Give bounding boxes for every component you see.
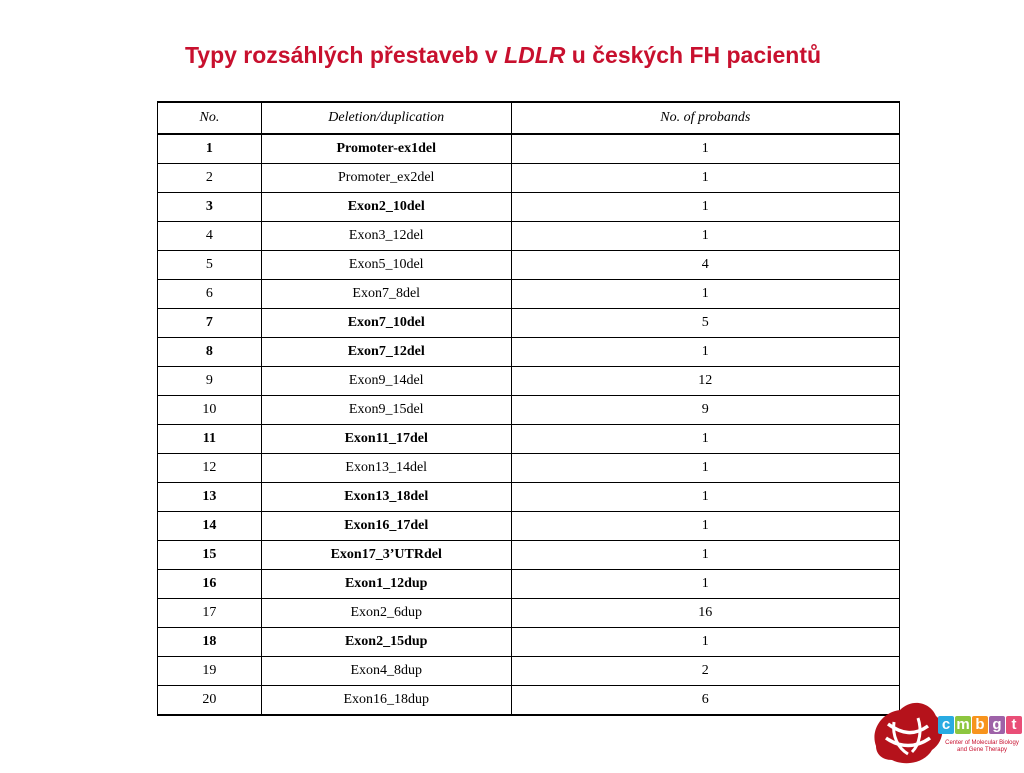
table-row <box>158 483 900 512</box>
logo-letter: b <box>972 716 988 734</box>
row-number: 10 <box>158 396 262 425</box>
table-row <box>158 628 900 657</box>
table-row <box>158 570 900 599</box>
row-number: 15 <box>158 541 262 570</box>
row-proband-count: 4 <box>511 251 899 280</box>
row-proband-count: 1 <box>511 454 899 483</box>
table-row <box>158 686 900 716</box>
header-deletion-duplication: Deletion/duplication <box>261 102 511 134</box>
row-number: 2 <box>158 164 262 193</box>
header-probands: No. of probands <box>511 102 899 134</box>
logo-caption-line1: Center of Molecular Biology <box>945 740 1019 746</box>
row-rearrangement: Exon13_14del <box>261 454 511 483</box>
table-row <box>158 367 900 396</box>
row-number: 13 <box>158 483 262 512</box>
row-proband-count: 1 <box>511 134 899 164</box>
row-rearrangement: Exon2_10del <box>261 193 511 222</box>
row-rearrangement: Exon16_18dup <box>261 686 511 716</box>
row-number: 3 <box>158 193 262 222</box>
row-number: 5 <box>158 251 262 280</box>
table-row <box>158 512 900 541</box>
row-rearrangement: Exon1_12dup <box>261 570 511 599</box>
dna-mark-icon <box>868 690 948 768</box>
row-rearrangement: Promoter_ex2del <box>261 164 511 193</box>
table-row <box>158 454 900 483</box>
logo-letter: c <box>938 716 954 734</box>
table-row <box>158 338 900 367</box>
row-number: 18 <box>158 628 262 657</box>
row-proband-count: 1 <box>511 483 899 512</box>
logo-caption <box>942 740 1022 754</box>
table-row <box>158 280 900 309</box>
row-rearrangement: Exon7_8del <box>261 280 511 309</box>
row-proband-count: 6 <box>511 686 899 716</box>
table-row <box>158 425 900 454</box>
row-proband-count: 1 <box>511 541 899 570</box>
row-number: 4 <box>158 222 262 251</box>
row-rearrangement: Exon16_17del <box>261 512 511 541</box>
row-rearrangement: Exon2_15dup <box>261 628 511 657</box>
row-number: 7 <box>158 309 262 338</box>
row-number: 20 <box>158 686 262 716</box>
row-rearrangement: Exon11_17del <box>261 425 511 454</box>
row-rearrangement: Exon7_10del <box>261 309 511 338</box>
row-number: 16 <box>158 570 262 599</box>
row-proband-count: 1 <box>511 280 899 309</box>
slide-title <box>0 42 1006 69</box>
row-number: 17 <box>158 599 262 628</box>
row-proband-count: 1 <box>511 628 899 657</box>
row-proband-count: 16 <box>511 599 899 628</box>
row-proband-count: 1 <box>511 222 899 251</box>
row-proband-count: 9 <box>511 396 899 425</box>
row-rearrangement: Exon17_3’UTRdel <box>261 541 511 570</box>
row-rearrangement: Exon9_15del <box>261 396 511 425</box>
row-number: 12 <box>158 454 262 483</box>
row-rearrangement: Promoter-ex1del <box>261 134 511 164</box>
title-part2: u českých FH pacientů <box>565 42 822 68</box>
row-number: 1 <box>158 134 262 164</box>
row-rearrangement: Exon3_12del <box>261 222 511 251</box>
row-number: 9 <box>158 367 262 396</box>
row-proband-count: 5 <box>511 309 899 338</box>
row-rearrangement: Exon13_18del <box>261 483 511 512</box>
table-row <box>158 164 900 193</box>
row-proband-count: 1 <box>511 338 899 367</box>
table-row <box>158 541 900 570</box>
row-rearrangement: Exon7_12del <box>261 338 511 367</box>
row-number: 19 <box>158 657 262 686</box>
logo-letter: g <box>989 716 1005 734</box>
table-row <box>158 396 900 425</box>
header-no: No. <box>158 102 262 134</box>
row-number: 11 <box>158 425 262 454</box>
row-proband-count: 1 <box>511 425 899 454</box>
table-row <box>158 193 900 222</box>
row-rearrangement: Exon2_6dup <box>261 599 511 628</box>
table-header-row <box>158 102 900 134</box>
row-number: 14 <box>158 512 262 541</box>
row-proband-count: 1 <box>511 193 899 222</box>
logo-letter: t <box>1006 716 1022 734</box>
row-proband-count: 1 <box>511 570 899 599</box>
row-proband-count: 1 <box>511 512 899 541</box>
table-row <box>158 657 900 686</box>
table-row <box>158 599 900 628</box>
row-proband-count: 12 <box>511 367 899 396</box>
row-number: 6 <box>158 280 262 309</box>
table-row <box>158 222 900 251</box>
logo-letter: m <box>956 716 970 733</box>
row-proband-count: 1 <box>511 164 899 193</box>
rearrangements-table <box>157 101 900 716</box>
logo-letters <box>938 716 1022 736</box>
table-row <box>158 309 900 338</box>
title-gene: LDLR <box>504 42 566 68</box>
row-rearrangement: Exon4_8dup <box>261 657 511 686</box>
table-row <box>158 251 900 280</box>
table-body <box>158 134 900 715</box>
title-part1: Typy rozsáhlých přestaveb v <box>184 42 505 68</box>
table-row <box>158 134 900 164</box>
row-proband-count: 2 <box>511 657 899 686</box>
logo-caption-line2: and Gene Therapy <box>957 747 1007 753</box>
row-rearrangement: Exon9_14del <box>261 367 511 396</box>
row-number: 8 <box>158 338 262 367</box>
row-rearrangement: Exon5_10del <box>261 251 511 280</box>
cmbgt-logo <box>868 690 1024 768</box>
